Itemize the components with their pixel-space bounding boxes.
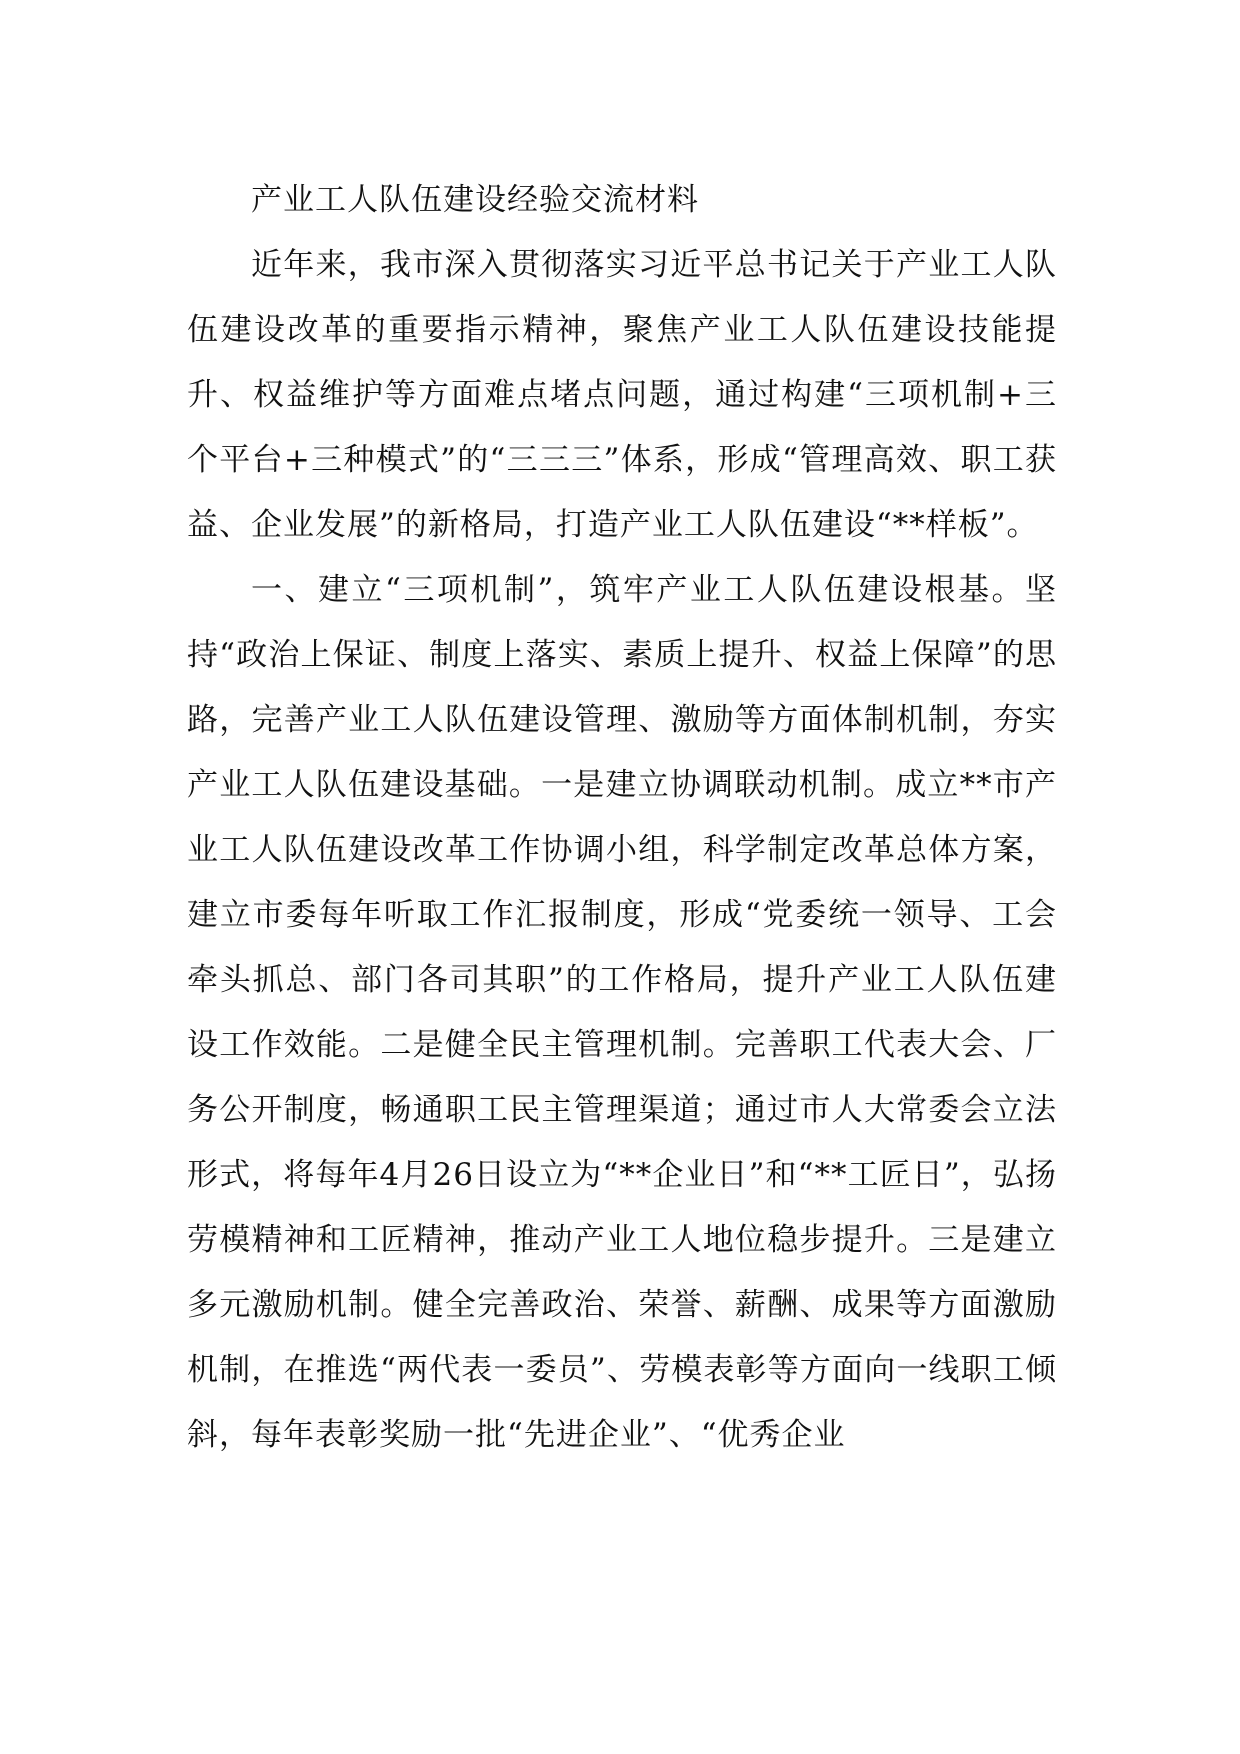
document-body — [187, 168, 1057, 1468]
paragraph-section-one: 一、建立“三项机制”，筑牢产业工人队伍建设根基。坚持“政治上保证、制度上落实、素质上提升、权益上保障”的思路，完善产业工人队伍建设管理、激励等方面体制机制，夯实产业工人队伍建设基础。一是建立协调联动机制。成立**市产业工人队伍建设改革工作协调小组，科学制定改革总体方案，建立市委每年听取工作汇报制度，形成“党委统一领导、工会牵头抓总、部门各司其职”的工作格局，提升产业工人队伍建设工作效能。二是健全民主管理机制。完善职工代表大会、厂务公开制度，畅通职工民主管理渠道；通过市人大常委会立法形式，将每年4月26日设立为“**企业日”和“**工匠日”，弘扬劳模精神和工匠精神，推动产业工人地位稳步提升。三是建立多元激励机制。健全完善政治、荣誉、薪酬、成果等方面激励机制，在推选“两代表一委员”、劳模表彰等方面向一线职工倾斜，每年表彰奖励一批“先进企业”、“优秀企业 — [187, 572, 1057, 1453]
document-title: 产业工人队伍建设经验交流材料 — [251, 182, 699, 218]
paragraph-intro: 近年来，我市深入贯彻落实习近平总书记关于产业工人队伍建设改革的重要指示精神，聚焦产业工人队伍建设技能提升、权益维护等方面难点堵点问题，通过构建“三项机制+三个平台+三种模式”的“三三三”体系，形成“管理高效、职工获益、企业发展”的新格局，打造产业工人队伍建设“**样板”。 — [187, 247, 1057, 543]
